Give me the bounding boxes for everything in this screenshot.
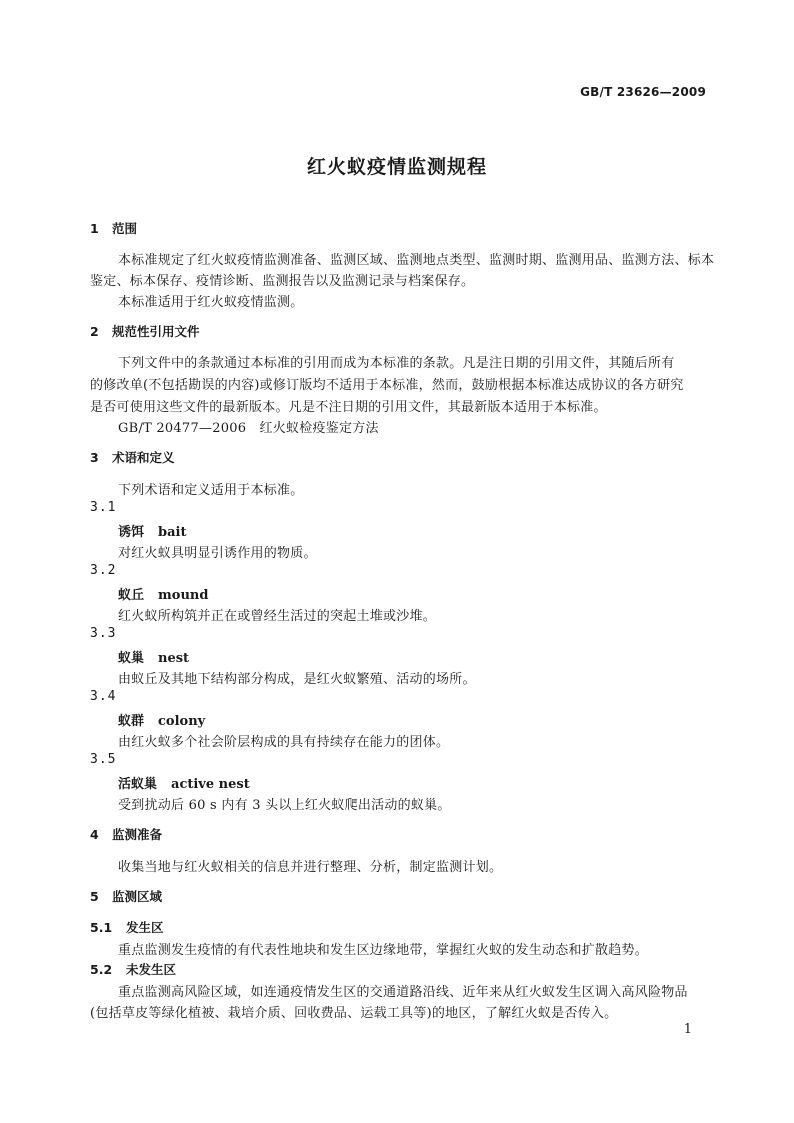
term-number: 3.1 [90, 500, 117, 515]
paragraph-line: 鉴定、标本保存、疫情诊断、监测报告以及监测记录与档案保存。 [90, 274, 475, 289]
term-en: mound [158, 588, 209, 603]
subsection-title: 未发生区 [126, 962, 177, 977]
term-title [118, 521, 186, 540]
term-zh: 蚁丘 [118, 588, 145, 603]
section-number: 3 [90, 450, 99, 465]
reference-entry: GB/T 20477—2006 红火蚁检疫鉴定方法 [118, 421, 379, 436]
term-zh: 蚁群 [118, 714, 145, 729]
paragraph-line: 重点监测发生疫情的有代表性地块和发生区边缘地带，掌握红火蚁的发生动态和扩散趋势。 [118, 943, 649, 958]
section-number: 2 [90, 324, 99, 339]
term-number: 3.4 [90, 689, 117, 704]
term-en: colony [158, 714, 206, 729]
section-title: 术语和定义 [112, 450, 175, 465]
paragraph-line: 重点监测高风险区域，如连通疫情发生区的交通道路沿线、近年来从红火蚁发生区调入高风险物品 [118, 985, 688, 1000]
section-number: 5 [90, 889, 99, 904]
section-2-heading [90, 322, 200, 340]
section-title: 监测准备 [112, 827, 163, 842]
term-title [118, 710, 205, 729]
term-title [118, 584, 208, 603]
section-number: 4 [90, 827, 99, 842]
term-number: 3.5 [90, 752, 117, 767]
term-en: active nest [171, 777, 250, 792]
subsection-number: 5.2 [90, 962, 113, 977]
term-zh: 诱饵 [118, 525, 145, 540]
page-number: 1 [683, 1022, 692, 1037]
document-title: 红火蚁疫情监测规程 [306, 156, 487, 178]
paragraph-line: 的修改单(不包括勘误的内容)或修订版均不适用于本标准，然而，鼓励根据本标准达成协议的各方研究 [90, 378, 684, 393]
paragraph-line: 本标准规定了红火蚁疫情监测准备、监测区域、监测地点类型、监测时期、监测用品、监测方法、标本 [118, 253, 715, 268]
paragraph-line: 下列文件中的条款通过本标准的引用而成为本标准的条款。凡是注日期的引用文件，其随后所有 [118, 356, 675, 371]
subsection-number: 5.1 [90, 920, 113, 935]
term-definition: 受到扰动后 60 s 内有 3 头以上红火蚁爬出活动的蚁巢。 [118, 798, 451, 813]
subsection-5-1-heading [90, 918, 164, 936]
paragraph-line: 本标准适用于红火蚁疫情监测。 [118, 295, 304, 310]
subsection-title: 发生区 [126, 920, 164, 935]
subsection-5-2-heading [90, 960, 176, 978]
term-definition: 红火蚁所构筑并正在或曾经生活过的突起土堆或沙堆。 [118, 609, 437, 624]
section-5-heading [90, 887, 162, 905]
term-en: bait [158, 525, 187, 540]
term-definition: 由红火蚁多个社会阶层构成的具有持续存在能力的团体。 [118, 735, 450, 750]
paragraph-line: 收集当地与红火蚁相关的信息并进行整理、分析，制定监测计划。 [118, 860, 503, 875]
section-title: 规范性引用文件 [112, 324, 200, 339]
term-zh: 蚁巢 [118, 651, 145, 666]
term-number: 3.2 [90, 563, 117, 578]
term-title [118, 647, 189, 666]
term-number: 3.3 [90, 626, 117, 641]
section-number: 1 [90, 221, 99, 236]
paragraph-line: 是否可使用这些文件的最新版本。凡是不注日期的引用文件，其最新版本适用于本标准。 [90, 400, 607, 415]
term-en: nest [158, 651, 190, 666]
paragraph-line: (包括草皮等绿化植被、栽培介质、回收费品、运载工具等)的地区，了解红火蚁是否传入。 [90, 1006, 618, 1021]
term-title [118, 773, 250, 792]
paragraph-line: 下列术语和定义适用于本标准。 [118, 483, 304, 498]
standard-code: GB/T 23626—2009 [580, 85, 706, 99]
section-3-heading [90, 448, 175, 466]
term-definition: 由蚁丘及其地下结构部分构成，是红火蚁繁殖、活动的场所。 [118, 672, 476, 687]
section-4-heading [90, 825, 162, 843]
section-title: 范围 [112, 221, 138, 236]
term-definition: 对红火蚁具明显引诱作用的物质。 [118, 546, 317, 561]
section-title: 监测区域 [112, 889, 163, 904]
term-zh: 活蚁巢 [118, 777, 158, 792]
section-1-heading [90, 219, 137, 237]
